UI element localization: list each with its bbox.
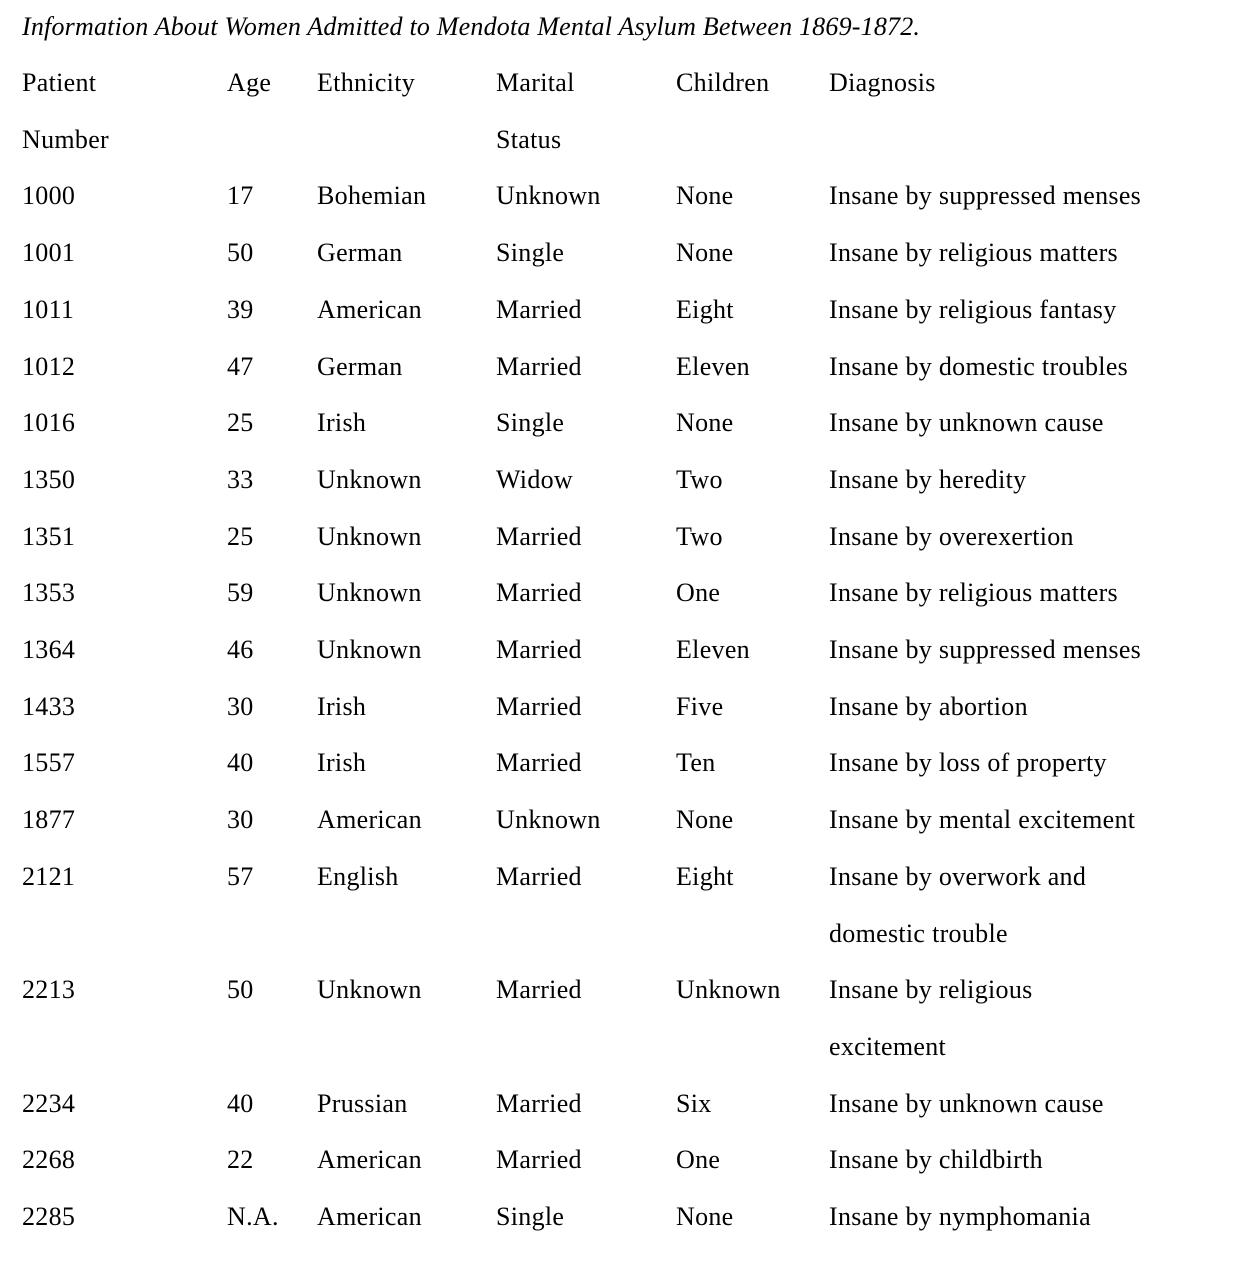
table-row xyxy=(22,792,1222,849)
cell-age: 30 xyxy=(227,805,254,835)
cell-children: Unknown xyxy=(676,975,781,1005)
cell-marital-status: Married xyxy=(496,294,582,324)
table-row xyxy=(22,735,1222,792)
table-row xyxy=(22,168,1222,225)
cell-diagnosis xyxy=(829,679,1222,736)
cell-diagnosis xyxy=(829,565,1222,622)
cell-patient-number: 1877 xyxy=(22,805,76,835)
table-header xyxy=(22,55,1222,168)
cell-age: 33 xyxy=(227,464,254,494)
cell-age: 50 xyxy=(227,975,254,1005)
cell-marital-status: Married xyxy=(496,1145,582,1175)
table-row xyxy=(22,679,1222,736)
cell-age: 40 xyxy=(227,1088,254,1118)
cell-children: Five xyxy=(676,691,724,721)
cell-ethnicity: American xyxy=(317,805,422,835)
diagnosis-line: Insane by overwork and xyxy=(829,861,1087,891)
cell-marital-status: Unknown xyxy=(496,181,601,211)
cell-marital-status: Unknown xyxy=(496,805,601,835)
diagnosis-line: Insane by mental excitement xyxy=(829,805,1136,835)
cell-marital-status: Widow xyxy=(496,464,573,494)
diagnosis-line: Insane by domestic troubles xyxy=(829,351,1129,381)
cell-age: 57 xyxy=(227,861,254,891)
table-row xyxy=(22,225,1222,282)
cell-ethnicity: Irish xyxy=(317,691,367,721)
cell-patient-number: 2234 xyxy=(22,1088,76,1118)
header-patient-number-line2: Number xyxy=(22,124,109,154)
cell-ethnicity: German xyxy=(317,238,403,268)
header-children: Children xyxy=(676,68,770,97)
cell-diagnosis xyxy=(829,735,1222,792)
cell-patient-number: 1351 xyxy=(22,521,76,551)
cell-diagnosis xyxy=(829,1189,1222,1246)
cell-ethnicity: Irish xyxy=(317,408,367,438)
header-diagnosis: Diagnosis xyxy=(829,68,936,97)
diagnosis-line: Insane by suppressed menses xyxy=(829,181,1142,211)
diagnosis-line: Insane by overexertion xyxy=(829,521,1074,551)
cell-patient-number: 1016 xyxy=(22,408,76,438)
diagnosis-line: excitement xyxy=(829,1031,947,1061)
table-row xyxy=(22,565,1222,622)
cell-age: 47 xyxy=(227,351,254,381)
cell-patient-number: 2268 xyxy=(22,1145,76,1175)
diagnosis-line: domestic trouble xyxy=(829,918,1008,948)
cell-ethnicity: English xyxy=(317,861,399,891)
table-row xyxy=(22,1189,1222,1246)
cell-age: 22 xyxy=(227,1145,254,1175)
header-ethnicity: Ethnicity xyxy=(317,68,416,97)
diagnosis-line: Insane by religious fantasy xyxy=(829,294,1117,324)
cell-ethnicity: American xyxy=(317,294,422,324)
cell-children: None xyxy=(676,805,734,835)
cell-marital-status: Single xyxy=(496,1202,565,1232)
diagnosis-line: Insane by unknown cause xyxy=(829,1088,1104,1118)
cell-patient-number: 1011 xyxy=(22,294,75,324)
diagnosis-line: Insane by suppressed menses xyxy=(829,635,1142,665)
cell-ethnicity: Unknown xyxy=(317,578,422,608)
cell-marital-status: Married xyxy=(496,521,582,551)
cell-marital-status: Married xyxy=(496,1088,582,1118)
diagnosis-line: Insane by religious matters xyxy=(829,578,1118,608)
cell-diagnosis xyxy=(829,1076,1222,1133)
cell-patient-number: 1012 xyxy=(22,351,76,381)
cell-children: One xyxy=(676,578,721,608)
cell-children: Six xyxy=(676,1088,712,1118)
cell-children: None xyxy=(676,238,734,268)
cell-diagnosis xyxy=(829,962,1222,1075)
cell-age: 50 xyxy=(227,238,254,268)
table-row xyxy=(22,452,1222,509)
cell-diagnosis xyxy=(829,282,1222,339)
cell-ethnicity: American xyxy=(317,1202,422,1232)
cell-age: N.A. xyxy=(227,1202,279,1232)
cell-marital-status: Married xyxy=(496,691,582,721)
table-row xyxy=(22,962,1222,1075)
table-row xyxy=(22,849,1222,962)
cell-ethnicity: Prussian xyxy=(317,1088,408,1118)
cell-age: 17 xyxy=(227,181,254,211)
cell-diagnosis xyxy=(829,225,1222,282)
cell-ethnicity: Unknown xyxy=(317,521,422,551)
diagnosis-line: Insane by heredity xyxy=(829,464,1027,494)
cell-patient-number: 1350 xyxy=(22,464,76,494)
cell-children: Eleven xyxy=(676,635,750,665)
cell-marital-status: Married xyxy=(496,351,582,381)
header-marital-status xyxy=(496,55,676,168)
cell-age: 30 xyxy=(227,691,254,721)
patient-table xyxy=(22,55,1222,1246)
cell-patient-number: 1364 xyxy=(22,635,76,665)
cell-children: None xyxy=(676,181,734,211)
cell-marital-status: Married xyxy=(496,975,582,1005)
header-marital-status-line2: Status xyxy=(496,124,562,154)
cell-children: None xyxy=(676,408,734,438)
cell-diagnosis xyxy=(829,395,1222,452)
table-row xyxy=(22,1132,1222,1189)
cell-ethnicity: Unknown xyxy=(317,464,422,494)
cell-patient-number: 1000 xyxy=(22,181,76,211)
cell-patient-number: 2285 xyxy=(22,1202,76,1232)
cell-marital-status: Married xyxy=(496,861,582,891)
cell-patient-number: 1001 xyxy=(22,238,76,268)
cell-ethnicity: Unknown xyxy=(317,975,422,1005)
cell-diagnosis xyxy=(829,168,1222,225)
table-row xyxy=(22,282,1222,339)
cell-age: 40 xyxy=(227,748,254,778)
cell-patient-number: 1433 xyxy=(22,691,76,721)
cell-marital-status: Single xyxy=(496,408,565,438)
cell-patient-number: 1557 xyxy=(22,748,76,778)
cell-children: Eight xyxy=(676,861,734,891)
cell-age: 46 xyxy=(227,635,254,665)
header-patient-number xyxy=(22,55,227,168)
cell-diagnosis xyxy=(829,509,1222,566)
table-body xyxy=(22,168,1222,1245)
cell-marital-status: Single xyxy=(496,238,565,268)
cell-diagnosis xyxy=(829,339,1222,396)
diagnosis-line: Insane by childbirth xyxy=(829,1145,1043,1175)
cell-children: Two xyxy=(676,464,723,494)
cell-marital-status: Married xyxy=(496,635,582,665)
table-row xyxy=(22,395,1222,452)
diagnosis-line: Insane by loss of property xyxy=(829,748,1107,778)
cell-ethnicity: Irish xyxy=(317,748,367,778)
diagnosis-line: Insane by religious xyxy=(829,975,1033,1005)
cell-patient-number: 1353 xyxy=(22,578,76,608)
cell-children: Eleven xyxy=(676,351,750,381)
table-row xyxy=(22,622,1222,679)
cell-diagnosis xyxy=(829,622,1222,679)
header-age: Age xyxy=(227,68,272,97)
cell-diagnosis xyxy=(829,792,1222,849)
cell-marital-status: Married xyxy=(496,748,582,778)
cell-ethnicity: Unknown xyxy=(317,635,422,665)
header-patient-number-line1: Patient xyxy=(22,68,97,97)
cell-ethnicity: Bohemian xyxy=(317,181,427,211)
cell-diagnosis xyxy=(829,1132,1222,1189)
cell-age: 25 xyxy=(227,521,254,551)
cell-diagnosis xyxy=(829,452,1222,509)
cell-diagnosis xyxy=(829,849,1222,962)
cell-age: 59 xyxy=(227,578,254,608)
diagnosis-line: Insane by abortion xyxy=(829,691,1028,721)
cell-age: 39 xyxy=(227,294,254,324)
table-caption: Information About Women Admitted to Mendota Mental Asylum Between 1869-1872. xyxy=(22,12,921,41)
cell-children: Eight xyxy=(676,294,734,324)
cell-children: Two xyxy=(676,521,723,551)
cell-children: One xyxy=(676,1145,721,1175)
diagnosis-line: Insane by nymphomania xyxy=(829,1202,1091,1232)
table-row xyxy=(22,509,1222,566)
cell-children: Ten xyxy=(676,748,716,778)
header-row xyxy=(22,55,1222,168)
cell-age: 25 xyxy=(227,408,254,438)
table-row xyxy=(22,1076,1222,1133)
cell-patient-number: 2121 xyxy=(22,861,76,891)
table-row xyxy=(22,339,1222,396)
cell-children: None xyxy=(676,1202,734,1232)
cell-ethnicity: German xyxy=(317,351,403,381)
cell-patient-number: 2213 xyxy=(22,975,76,1005)
diagnosis-line: Insane by unknown cause xyxy=(829,408,1104,438)
cell-marital-status: Married xyxy=(496,578,582,608)
header-marital-status-line1: Marital xyxy=(496,68,575,97)
cell-ethnicity: American xyxy=(317,1145,422,1175)
diagnosis-line: Insane by religious matters xyxy=(829,238,1118,268)
